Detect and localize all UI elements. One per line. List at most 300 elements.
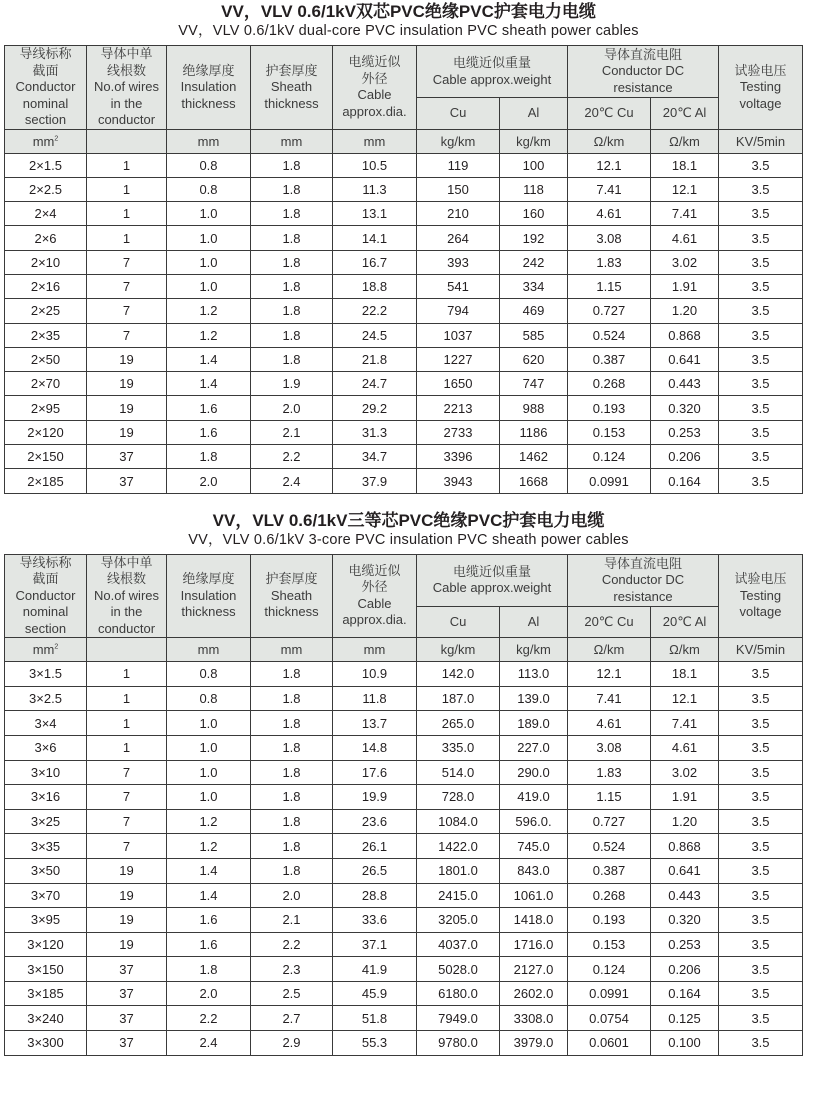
- cell-weight-al: 1716.0: [500, 932, 568, 957]
- header-line: Testing: [739, 79, 782, 94]
- cell-voltage: 3.5: [719, 177, 803, 201]
- cell-diameter: 19.9: [333, 785, 417, 810]
- cell-section: 2×70: [5, 372, 87, 396]
- header-line: 截面: [32, 571, 59, 587]
- cell-resistance-cu: 0.0754: [568, 1006, 651, 1031]
- cell-section: 3×4: [5, 711, 87, 736]
- cell-wires: 37: [87, 957, 167, 982]
- cell-wires: 19: [87, 347, 167, 371]
- cell-sheath: 1.8: [251, 760, 333, 785]
- unit-wires: [87, 638, 167, 662]
- cell-wires: 7: [87, 760, 167, 785]
- header-line: Insulation: [180, 587, 237, 603]
- cell-section: 2×2.5: [5, 177, 87, 201]
- cell-resistance-al: 4.61: [651, 226, 719, 250]
- cell-wires: 19: [87, 883, 167, 908]
- header-line: Testing: [739, 587, 782, 603]
- cell-resistance-cu: 0.268: [568, 883, 651, 908]
- cell-voltage: 3.5: [719, 469, 803, 493]
- cell-voltage: 3.5: [719, 274, 803, 298]
- table-header: [5, 46, 803, 154]
- table-row: [5, 785, 803, 810]
- header-insulation: [167, 46, 251, 130]
- cell-weight-cu: 1084.0: [417, 809, 500, 834]
- cell-section: 3×50: [5, 858, 87, 883]
- cell-resistance-al: 18.1: [651, 153, 719, 177]
- cell-diameter: 24.7: [333, 372, 417, 396]
- cell-resistance-al: 0.868: [651, 834, 719, 859]
- cell-resistance-al: 0.164: [651, 469, 719, 493]
- header-line: in the: [110, 604, 143, 620]
- cell-diameter: 28.8: [333, 883, 417, 908]
- cell-sheath: 1.8: [251, 299, 333, 323]
- cell-weight-cu: 264: [417, 226, 500, 250]
- cell-weight-al: 745.0: [500, 834, 568, 859]
- cell-voltage: 3.5: [719, 299, 803, 323]
- cell-sheath: 2.1: [251, 420, 333, 444]
- cell-wires: 7: [87, 785, 167, 810]
- cell-voltage: 3.5: [719, 760, 803, 785]
- header-line: Conductor: [15, 79, 76, 94]
- cell-section: 2×185: [5, 469, 87, 493]
- cell-wires: 19: [87, 858, 167, 883]
- unit-weight-al: kg/km: [500, 129, 568, 153]
- header-line: Cable approx.weight: [432, 580, 552, 596]
- cell-section: 2×120: [5, 420, 87, 444]
- cell-insulation: 0.8: [167, 662, 251, 687]
- cell-resistance-al: 12.1: [651, 686, 719, 711]
- cell-weight-al: 3979.0: [500, 1031, 568, 1056]
- cell-weight-cu: 1801.0: [417, 858, 500, 883]
- cell-sheath: 1.8: [251, 274, 333, 298]
- cell-weight-cu: 393: [417, 250, 500, 274]
- cell-wires: 1: [87, 177, 167, 201]
- cell-diameter: 14.1: [333, 226, 417, 250]
- header-line: 护套厚度: [265, 571, 318, 587]
- cell-weight-al: 139.0: [500, 686, 568, 711]
- header-line: voltage: [739, 95, 782, 111]
- header-line: in the: [110, 95, 143, 111]
- cell-voltage: 3.5: [719, 932, 803, 957]
- cell-diameter: 34.7: [333, 445, 417, 469]
- cell-diameter: 33.6: [333, 908, 417, 933]
- cell-diameter: 24.5: [333, 323, 417, 347]
- header-line: resistance: [613, 79, 673, 95]
- cell-sheath: 2.5: [251, 981, 333, 1006]
- header-line: 电缆近似重量: [452, 563, 531, 579]
- cell-resistance-cu: 0.524: [568, 834, 651, 859]
- unit-voltage: KV/5min: [719, 638, 803, 662]
- cell-resistance-cu: 1.83: [568, 760, 651, 785]
- header-line: section: [24, 620, 67, 636]
- cell-weight-cu: 3205.0: [417, 908, 500, 933]
- cell-sheath: 1.8: [251, 858, 333, 883]
- unit-weight-cu: kg/km: [417, 638, 500, 662]
- cell-insulation: 1.4: [167, 883, 251, 908]
- cell-sheath: 1.8: [251, 347, 333, 371]
- cell-resistance-al: 18.1: [651, 662, 719, 687]
- three-core-section: [0, 509, 817, 1056]
- cell-sheath: 2.1: [251, 908, 333, 933]
- cell-insulation: 1.6: [167, 396, 251, 420]
- header-line: 电缆近似: [348, 54, 401, 70]
- dual-core-title: VV，VLV 0.6/1kV双芯PVC绝缘PVC护套电力电缆: [221, 2, 596, 21]
- cell-section: 3×35: [5, 834, 87, 859]
- cell-resistance-cu: 0.124: [568, 445, 651, 469]
- cell-diameter: 55.3: [333, 1031, 417, 1056]
- cell-sheath: 1.8: [251, 834, 333, 859]
- cell-section: 3×25: [5, 809, 87, 834]
- header-line: conductor: [97, 112, 156, 127]
- table-row: [5, 396, 803, 420]
- cell-diameter: 11.8: [333, 686, 417, 711]
- cell-section: 2×10: [5, 250, 87, 274]
- cell-weight-al: 1668: [500, 469, 568, 493]
- cell-resistance-al: 7.41: [651, 202, 719, 226]
- cell-section: 3×70: [5, 883, 87, 908]
- cell-resistance-al: 0.443: [651, 883, 719, 908]
- cell-weight-al: 1186: [500, 420, 568, 444]
- unit-voltage: KV/5min: [719, 129, 803, 153]
- cell-weight-al: 747: [500, 372, 568, 396]
- dual-core-table: [4, 45, 803, 494]
- cell-weight-cu: 150: [417, 177, 500, 201]
- table-row: [5, 299, 803, 323]
- unit-resistance-cu: Ω/km: [568, 638, 651, 662]
- cell-voltage: 3.5: [719, 250, 803, 274]
- cell-resistance-al: 1.91: [651, 274, 719, 298]
- table-row: [5, 347, 803, 371]
- header-insulation: [167, 554, 251, 638]
- cell-weight-cu: 210: [417, 202, 500, 226]
- cell-resistance-cu: 7.41: [568, 177, 651, 201]
- header-weight-al: Al: [500, 607, 568, 638]
- cell-diameter: 13.1: [333, 202, 417, 226]
- cell-resistance-al: 0.253: [651, 420, 719, 444]
- cell-insulation: 0.8: [167, 177, 251, 201]
- cell-wires: 1: [87, 662, 167, 687]
- cell-wires: 19: [87, 908, 167, 933]
- cell-resistance-cu: 1.15: [568, 785, 651, 810]
- cell-resistance-al: 0.641: [651, 858, 719, 883]
- cell-insulation: 1.6: [167, 932, 251, 957]
- cell-weight-al: 113.0: [500, 662, 568, 687]
- table-row: [5, 420, 803, 444]
- dual-core-section: [0, 0, 817, 494]
- cell-insulation: 1.4: [167, 858, 251, 883]
- cell-wires: 1: [87, 686, 167, 711]
- cell-insulation: 2.2: [167, 1006, 251, 1031]
- cell-resistance-cu: 0.387: [568, 347, 651, 371]
- cell-voltage: 3.5: [719, 957, 803, 982]
- table-header: [5, 554, 803, 662]
- cell-wires: 37: [87, 1031, 167, 1056]
- table-row: [5, 1006, 803, 1031]
- cell-weight-cu: 2415.0: [417, 883, 500, 908]
- header-line: 导体中单: [100, 554, 153, 570]
- cell-sheath: 1.9: [251, 372, 333, 396]
- header-section: [5, 46, 87, 130]
- cell-resistance-al: 0.206: [651, 957, 719, 982]
- unit-insulation: mm: [167, 638, 251, 662]
- cell-resistance-cu: 0.524: [568, 323, 651, 347]
- cell-resistance-cu: 0.727: [568, 809, 651, 834]
- header-line: thickness: [264, 95, 319, 111]
- cell-resistance-al: 0.641: [651, 347, 719, 371]
- cell-diameter: 41.9: [333, 957, 417, 982]
- header-voltage: [719, 554, 803, 638]
- table-row: [5, 1031, 803, 1056]
- cell-resistance-cu: 12.1: [568, 153, 651, 177]
- cell-insulation: 1.0: [167, 250, 251, 274]
- cell-resistance-al: 0.320: [651, 908, 719, 933]
- header-line: 外径: [361, 70, 388, 86]
- cell-insulation: 2.0: [167, 469, 251, 493]
- cell-sheath: 2.4: [251, 469, 333, 493]
- cell-insulation: 1.6: [167, 908, 251, 933]
- cell-weight-cu: 265.0: [417, 711, 500, 736]
- cell-wires: 7: [87, 834, 167, 859]
- header-resistance: [568, 554, 719, 606]
- unit-resistance-al: Ω/km: [651, 638, 719, 662]
- cell-sheath: 1.8: [251, 250, 333, 274]
- cell-weight-al: 469: [500, 299, 568, 323]
- header-line: Sheath: [270, 79, 313, 94]
- header-diameter: [333, 46, 417, 130]
- cell-sheath: 1.8: [251, 202, 333, 226]
- cell-resistance-al: 0.868: [651, 323, 719, 347]
- cell-weight-al: 100: [500, 153, 568, 177]
- cell-weight-cu: 1227: [417, 347, 500, 371]
- cell-diameter: 37.9: [333, 469, 417, 493]
- cell-voltage: 3.5: [719, 809, 803, 834]
- cell-diameter: 10.9: [333, 662, 417, 687]
- cell-resistance-cu: 4.61: [568, 711, 651, 736]
- header-line: Cable approx.weight: [432, 71, 552, 87]
- header-line: Cable: [357, 87, 392, 103]
- cell-insulation: 0.8: [167, 153, 251, 177]
- cell-sheath: 2.9: [251, 1031, 333, 1056]
- header-sheath: [251, 554, 333, 638]
- cell-resistance-cu: 0.153: [568, 932, 651, 957]
- cell-section: 3×10: [5, 760, 87, 785]
- cell-sheath: 2.2: [251, 445, 333, 469]
- cell-resistance-cu: 3.08: [568, 226, 651, 250]
- cell-sheath: 1.8: [251, 711, 333, 736]
- cell-sheath: 2.7: [251, 1006, 333, 1031]
- cell-wires: 7: [87, 809, 167, 834]
- header-line: 外径: [361, 579, 388, 595]
- table-row: [5, 735, 803, 760]
- cell-voltage: 3.5: [719, 396, 803, 420]
- unit-section: $mm^2$: [5, 129, 87, 153]
- cell-sheath: 1.8: [251, 809, 333, 834]
- cell-sheath: 2.0: [251, 396, 333, 420]
- cell-wires: 1: [87, 153, 167, 177]
- unit-wires: [87, 129, 167, 153]
- three-core-body: [5, 662, 803, 1056]
- cell-resistance-cu: 7.41: [568, 686, 651, 711]
- cell-insulation: 1.2: [167, 323, 251, 347]
- header-line: 护套厚度: [265, 62, 318, 78]
- cell-weight-cu: 187.0: [417, 686, 500, 711]
- header-line: 绝缘厚度: [182, 571, 235, 587]
- cell-resistance-al: 3.02: [651, 250, 719, 274]
- cell-insulation: 1.0: [167, 274, 251, 298]
- cell-diameter: 29.2: [333, 396, 417, 420]
- cell-voltage: 3.5: [719, 1006, 803, 1031]
- cell-diameter: 37.1: [333, 932, 417, 957]
- cell-sheath: 2.0: [251, 883, 333, 908]
- unit-diameter: mm: [333, 638, 417, 662]
- cell-voltage: 3.5: [719, 662, 803, 687]
- cell-resistance-al: 0.320: [651, 396, 719, 420]
- cell-weight-cu: 541: [417, 274, 500, 298]
- header-line: Conductor: [15, 587, 76, 603]
- unit-sheath: mm: [251, 129, 333, 153]
- cell-diameter: 26.1: [333, 834, 417, 859]
- cell-weight-cu: 6180.0: [417, 981, 500, 1006]
- table-row: [5, 177, 803, 201]
- table-row: [5, 908, 803, 933]
- cell-weight-cu: 1422.0: [417, 834, 500, 859]
- cell-sheath: 1.8: [251, 177, 333, 201]
- table-row: [5, 834, 803, 859]
- cell-insulation: 1.4: [167, 372, 251, 396]
- cell-weight-al: 585: [500, 323, 568, 347]
- table-row: [5, 372, 803, 396]
- header-line: voltage: [739, 604, 782, 620]
- cell-weight-al: 1418.0: [500, 908, 568, 933]
- cell-resistance-cu: 0.193: [568, 908, 651, 933]
- cell-wires: 1: [87, 202, 167, 226]
- cell-section: 3×95: [5, 908, 87, 933]
- table-row: [5, 662, 803, 687]
- cell-diameter: 31.3: [333, 420, 417, 444]
- cell-weight-cu: 2213: [417, 396, 500, 420]
- cell-voltage: 3.5: [719, 785, 803, 810]
- unit-weight-al: kg/km: [500, 638, 568, 662]
- cell-weight-al: 596.0.: [500, 809, 568, 834]
- cell-section: 2×95: [5, 396, 87, 420]
- header-line: thickness: [181, 95, 236, 111]
- table-row: [5, 250, 803, 274]
- cell-diameter: 26.5: [333, 858, 417, 883]
- cell-voltage: 3.5: [719, 883, 803, 908]
- cell-section: 3×150: [5, 957, 87, 982]
- header-line: 导线标称: [19, 554, 72, 570]
- cell-insulation: 2.0: [167, 981, 251, 1006]
- table-row: [5, 711, 803, 736]
- header-line: approx.dia.: [342, 612, 407, 628]
- cell-voltage: 3.5: [719, 202, 803, 226]
- cell-resistance-al: 7.41: [651, 711, 719, 736]
- cell-wires: 7: [87, 250, 167, 274]
- cell-insulation: 1.0: [167, 711, 251, 736]
- cell-weight-cu: 4037.0: [417, 932, 500, 957]
- header-resistance-cu: 20℃ Cu: [568, 98, 651, 129]
- header-line: thickness: [264, 604, 319, 620]
- cell-section: 2×1.5: [5, 153, 87, 177]
- header-line: 线根数: [106, 62, 146, 78]
- cell-resistance-al: 0.443: [651, 372, 719, 396]
- cell-insulation: 1.6: [167, 420, 251, 444]
- table-row: [5, 981, 803, 1006]
- cell-voltage: 3.5: [719, 420, 803, 444]
- header-line: 试验电压: [734, 571, 787, 587]
- cell-weight-al: 1462: [500, 445, 568, 469]
- cell-sheath: 1.8: [251, 735, 333, 760]
- cell-insulation: 1.2: [167, 299, 251, 323]
- header-weight-cu: Cu: [417, 98, 500, 129]
- cell-weight-cu: 142.0: [417, 662, 500, 687]
- cell-diameter: 45.9: [333, 981, 417, 1006]
- cell-resistance-cu: 1.83: [568, 250, 651, 274]
- cell-insulation: 0.8: [167, 686, 251, 711]
- cell-diameter: 17.6: [333, 760, 417, 785]
- header-line: 导体中单: [100, 46, 153, 61]
- cell-weight-cu: 794: [417, 299, 500, 323]
- unit-resistance-cu: Ω/km: [568, 129, 651, 153]
- cell-weight-cu: 1037: [417, 323, 500, 347]
- table-row: [5, 760, 803, 785]
- cell-insulation: 1.4: [167, 347, 251, 371]
- cell-resistance-al: 0.253: [651, 932, 719, 957]
- cell-resistance-cu: 12.1: [568, 662, 651, 687]
- cell-resistance-al: 1.20: [651, 299, 719, 323]
- header-line: Cable: [357, 595, 392, 611]
- header-line: Insulation: [180, 79, 237, 94]
- header-resistance-al: 20℃ Al: [651, 607, 719, 638]
- units-row: [5, 129, 803, 153]
- cell-weight-cu: 7949.0: [417, 1006, 500, 1031]
- cell-sheath: 1.8: [251, 226, 333, 250]
- header-line: 线根数: [106, 571, 146, 587]
- header-resistance-cu: 20℃ Cu: [568, 607, 651, 638]
- cell-voltage: 3.5: [719, 711, 803, 736]
- cell-weight-cu: 9780.0: [417, 1031, 500, 1056]
- cell-weight-al: 160: [500, 202, 568, 226]
- cell-weight-al: 290.0: [500, 760, 568, 785]
- cell-weight-al: 2602.0: [500, 981, 568, 1006]
- header-line: approx.dia.: [342, 103, 407, 119]
- cell-diameter: 11.3: [333, 177, 417, 201]
- cell-section: 3×120: [5, 932, 87, 957]
- cell-section: 3×185: [5, 981, 87, 1006]
- cell-section: 2×35: [5, 323, 87, 347]
- cell-voltage: 3.5: [719, 858, 803, 883]
- units-row: [5, 638, 803, 662]
- cell-diameter: 21.8: [333, 347, 417, 371]
- cell-resistance-cu: 3.08: [568, 735, 651, 760]
- three-core-table: [4, 554, 803, 1056]
- cell-wires: 7: [87, 323, 167, 347]
- cell-section: 2×6: [5, 226, 87, 250]
- header-line: 导体直流电阻: [603, 555, 682, 571]
- cell-weight-al: 988: [500, 396, 568, 420]
- header-line: section: [24, 112, 67, 127]
- unit-weight-cu: kg/km: [417, 129, 500, 153]
- table-row: [5, 202, 803, 226]
- three-core-title: VV，VLV 0.6/1kV三等芯PVC绝缘PVC护套电力电缆: [212, 510, 605, 530]
- cell-section: 2×16: [5, 274, 87, 298]
- cell-wires: 1: [87, 735, 167, 760]
- header-line: 导线标称: [19, 46, 72, 61]
- unit-insulation: mm: [167, 129, 251, 153]
- cell-resistance-cu: 0.124: [568, 957, 651, 982]
- cell-voltage: 3.5: [719, 735, 803, 760]
- cell-voltage: 3.5: [719, 686, 803, 711]
